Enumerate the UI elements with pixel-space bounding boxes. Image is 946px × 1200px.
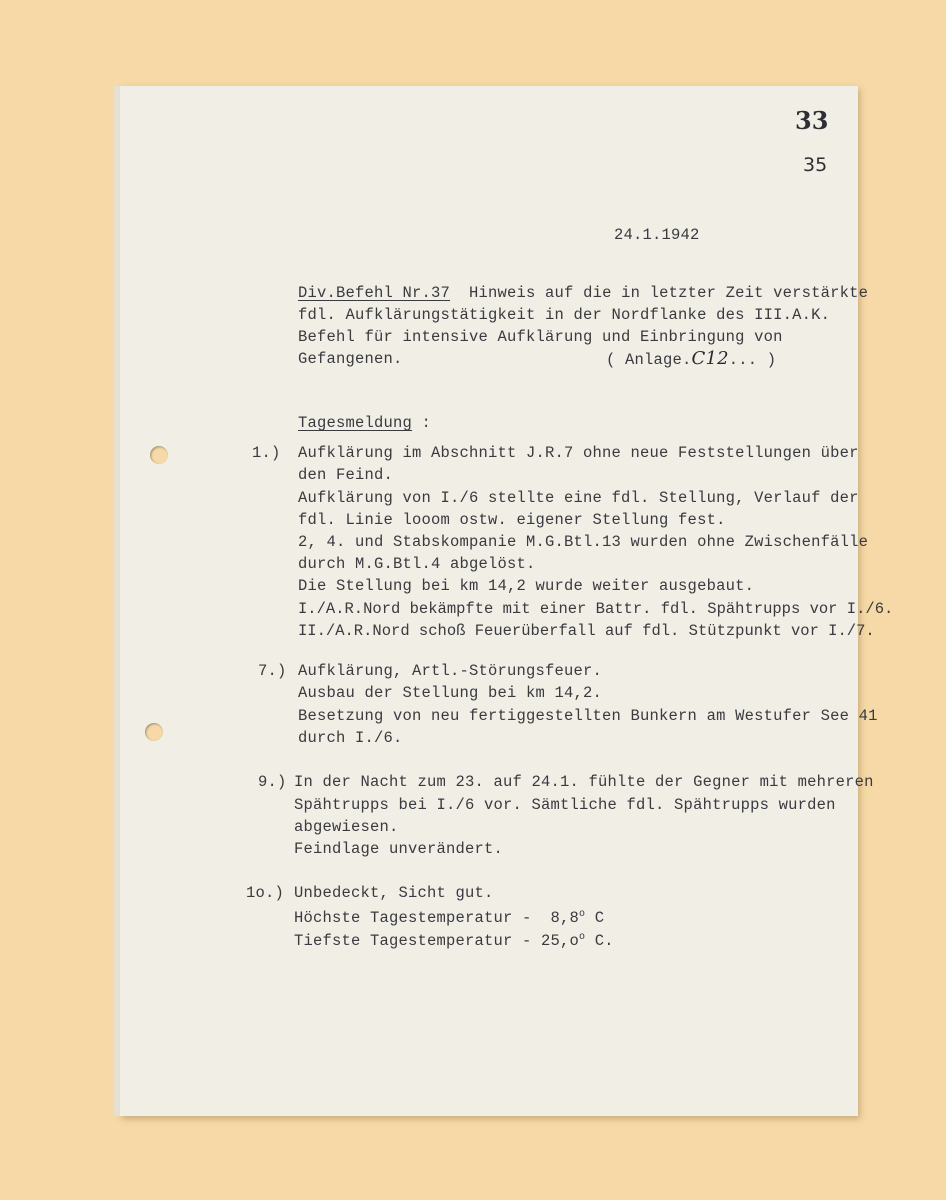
item-line: den Feind. xyxy=(298,466,394,484)
item-line: Besetzung von neu fertiggestellten Bunkern am Westufer See 41 xyxy=(298,707,878,725)
item-line: I./A.R.Nord bekämpfte mit einer Battr. fdl. Spähtrupps vor I./6. xyxy=(298,600,894,618)
punch-hole-lower xyxy=(145,723,163,741)
order-label: Div.Befehl Nr.37 xyxy=(298,284,451,302)
stamped-page-number: 33 xyxy=(795,106,829,135)
item-line: 2, 4. und Stabskompanie M.G.Btl.13 wurden ohne Zwischenfälle xyxy=(298,533,869,551)
item-line: Aufklärung, Artl.-Störungsfeuer. xyxy=(298,662,603,680)
item-line: Spähtrupps bei I./6 vor. Sämtliche fdl. Spähtrupps wurden xyxy=(294,796,836,814)
item-number: 7.) xyxy=(258,662,287,680)
punch-hole-upper xyxy=(150,446,168,464)
item-line: Die Stellung bei km 14,2 wurde weiter ausgebaut. xyxy=(298,577,755,595)
order-line-3: Befehl für intensive Aufklärung und Einbringung von xyxy=(298,328,783,346)
item-number: 1o.) xyxy=(246,884,285,902)
item-line: In der Nacht zum 23. auf 24.1. fühlte der Gegner mit mehreren xyxy=(294,773,874,791)
item-line: Feindlage unverändert. xyxy=(294,840,504,858)
order-line-2: fdl. Aufklärungstätigkeit in der Nordflanke des III.A.K. xyxy=(298,306,831,324)
order-line-4: Gefangenen. xyxy=(298,350,403,368)
item-line: Aufklärung im Abschnitt J.R.7 ohne neue Feststellungen über xyxy=(298,444,859,462)
item-line: durch M.G.Btl.4 abgelöst. xyxy=(298,555,536,573)
item-number: 9.) xyxy=(258,773,287,791)
item-line: II./A.R.Nord schoß Feuerüberfall auf fdl. Stützpunkt vor I./7. xyxy=(298,622,875,640)
item-line: Unbedeckt, Sicht gut. xyxy=(294,884,494,902)
item-line: durch I./6. xyxy=(298,729,403,747)
item-line: abgewiesen. xyxy=(294,818,399,836)
item-line-temperature-high: Höchste Tagestemperatur - 8,8$^o$ C xyxy=(294,909,605,928)
handwritten-page-number: 35 xyxy=(803,154,828,176)
document-date: 24.1.1942 xyxy=(614,226,700,244)
annex-handwritten-number: C12 xyxy=(691,348,729,369)
report-heading: Tagesmeldung : xyxy=(298,414,432,432)
order-line-1: Div.Befehl Nr.37 Hinweis auf die in letzter Zeit verstärkte xyxy=(298,284,869,302)
item-line: Ausbau der Stellung bei km 14,2. xyxy=(298,684,603,702)
item-line: Aufklärung von I./6 stellte eine fdl. Stellung, Verlauf der xyxy=(298,489,859,507)
item-line-temperature-low: Tiefste Tagestemperatur - $25,o^o$ C. xyxy=(294,932,614,951)
annex-reference: ( Anlage.C12... ) xyxy=(606,348,777,369)
item-line: fdl. Linie looom ostw. eigener Stellung fest. xyxy=(298,511,726,529)
item-number: 1.) xyxy=(252,444,281,462)
